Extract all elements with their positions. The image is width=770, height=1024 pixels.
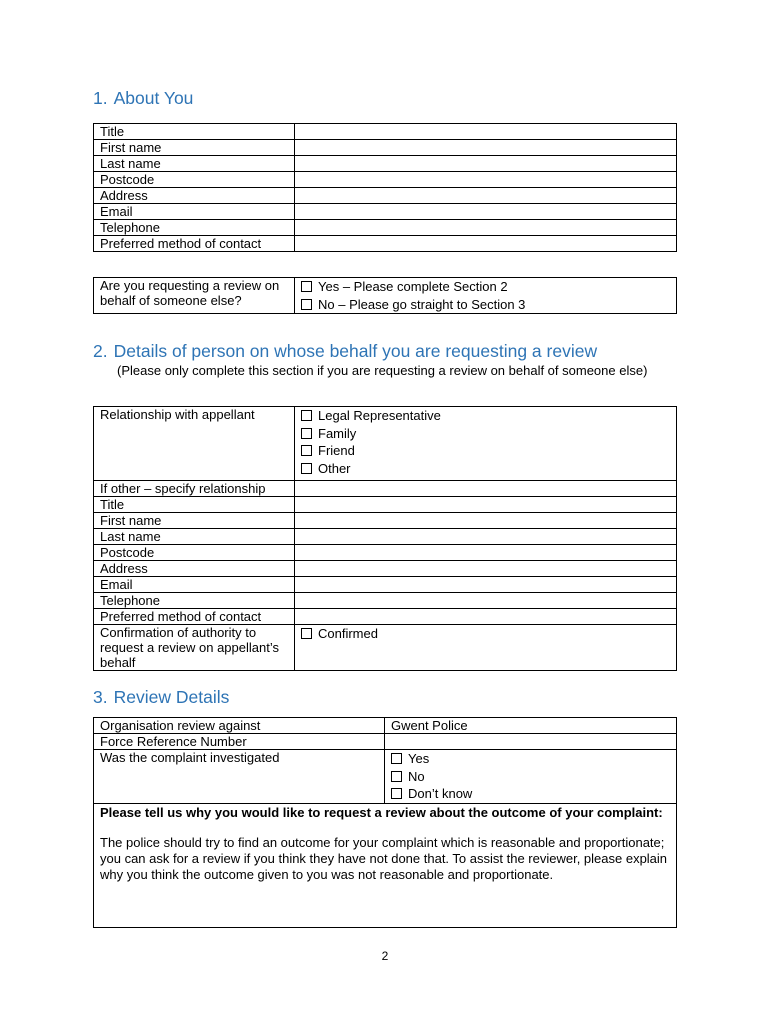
section-2-number: 2. (93, 341, 108, 361)
section-3-number: 3. (93, 687, 108, 707)
confirmation-label: Confirmation of authority to request a review on appellant’s behalf (94, 625, 295, 671)
preferred-contact-input[interactable] (295, 236, 677, 252)
section-1-number: 1. (93, 88, 108, 108)
field-label: If other – specify relationship (94, 481, 295, 497)
checkbox-icon[interactable] (391, 788, 402, 799)
field-label: Telephone (94, 593, 295, 609)
review-details-table (93, 717, 677, 928)
field-label: Preferred method of contact (94, 236, 295, 252)
section-1-title: About You (113, 88, 194, 108)
why-cell[interactable] (94, 804, 677, 928)
field-label: First name (94, 513, 295, 529)
other-relationship-input[interactable] (295, 481, 677, 497)
address-input[interactable] (295, 561, 677, 577)
field-label: Email (94, 204, 295, 220)
field-label: Title (94, 497, 295, 513)
investigated-label: Was the complaint investigated (94, 750, 385, 804)
last-name-input[interactable] (295, 156, 677, 172)
postcode-input[interactable] (295, 172, 677, 188)
section-2-note: (Please only complete this section if you are requesting a review on behalf of someone else) (117, 363, 648, 378)
ref-input[interactable] (385, 734, 677, 750)
field-label: Telephone (94, 220, 295, 236)
section-3-title: Review Details (113, 687, 230, 707)
field-label: Last name (94, 529, 295, 545)
on-behalf-question: Are you requesting a review on behalf of someone else? (94, 278, 295, 314)
ref-label: Force Reference Number (94, 734, 385, 750)
section-3-heading (93, 687, 229, 708)
title-input[interactable] (295, 124, 677, 140)
field-label: Address (94, 561, 295, 577)
section-2-title: Details of person on whose behalf you are requesting a review (113, 341, 598, 361)
checkbox-icon[interactable] (301, 463, 312, 474)
checkbox-icon[interactable] (301, 410, 312, 421)
title-input[interactable] (295, 497, 677, 513)
section-1-heading (93, 88, 193, 109)
checkbox-option[interactable]: No (391, 768, 670, 786)
why-text: The police should try to find an outcome for your complaint which is reasonable and proportionate; you can ask for a review if you think they have not done that. To assist the reviewer, please explain why you think the outcome given to you was not reasonable and proportionate. (100, 835, 668, 882)
relationship-label: Relationship with appellant (94, 407, 295, 481)
postcode-input[interactable] (295, 545, 677, 561)
why-heading: Please tell us why you would like to request a review about the outcome of your complaint: (100, 805, 663, 820)
org-label: Organisation review against (94, 718, 385, 734)
checkbox-option[interactable]: Other (301, 460, 670, 478)
org-value[interactable]: Gwent Police (385, 718, 677, 734)
checkbox-option[interactable]: Yes (391, 750, 670, 768)
checkbox-icon[interactable] (301, 445, 312, 456)
email-input[interactable] (295, 577, 677, 593)
checkbox-option[interactable]: Don’t know (391, 785, 670, 803)
checkbox-option[interactable]: Family (301, 425, 670, 443)
details-table (93, 406, 677, 671)
checkbox-icon[interactable] (391, 753, 402, 764)
checkbox-option[interactable]: Yes – Please complete Section 2 (301, 278, 670, 296)
field-label: Postcode (94, 545, 295, 561)
first-name-input[interactable] (295, 140, 677, 156)
checkbox-icon[interactable] (301, 281, 312, 292)
checkbox-option[interactable]: No – Please go straight to Section 3 (301, 296, 670, 314)
checkbox-icon[interactable] (301, 428, 312, 439)
last-name-input[interactable] (295, 529, 677, 545)
field-label: Preferred method of contact (94, 609, 295, 625)
checkbox-icon[interactable] (301, 628, 312, 639)
about-you-table (93, 123, 677, 252)
first-name-input[interactable] (295, 513, 677, 529)
checkbox-option[interactable]: Friend (301, 442, 670, 460)
telephone-input[interactable] (295, 220, 677, 236)
section-2-heading (93, 341, 597, 362)
telephone-input[interactable] (295, 593, 677, 609)
email-input[interactable] (295, 204, 677, 220)
field-label: Email (94, 577, 295, 593)
checkbox-option[interactable]: Confirmed (301, 625, 670, 643)
field-label: Last name (94, 156, 295, 172)
field-label: Address (94, 188, 295, 204)
on-behalf-table (93, 277, 677, 314)
field-label: Title (94, 124, 295, 140)
preferred-contact-input[interactable] (295, 609, 677, 625)
checkbox-icon[interactable] (301, 299, 312, 310)
field-label: First name (94, 140, 295, 156)
page-number: 2 (381, 949, 389, 963)
checkbox-icon[interactable] (391, 771, 402, 782)
checkbox-option[interactable]: Legal Representative (301, 407, 670, 425)
field-label: Postcode (94, 172, 295, 188)
address-input[interactable] (295, 188, 677, 204)
